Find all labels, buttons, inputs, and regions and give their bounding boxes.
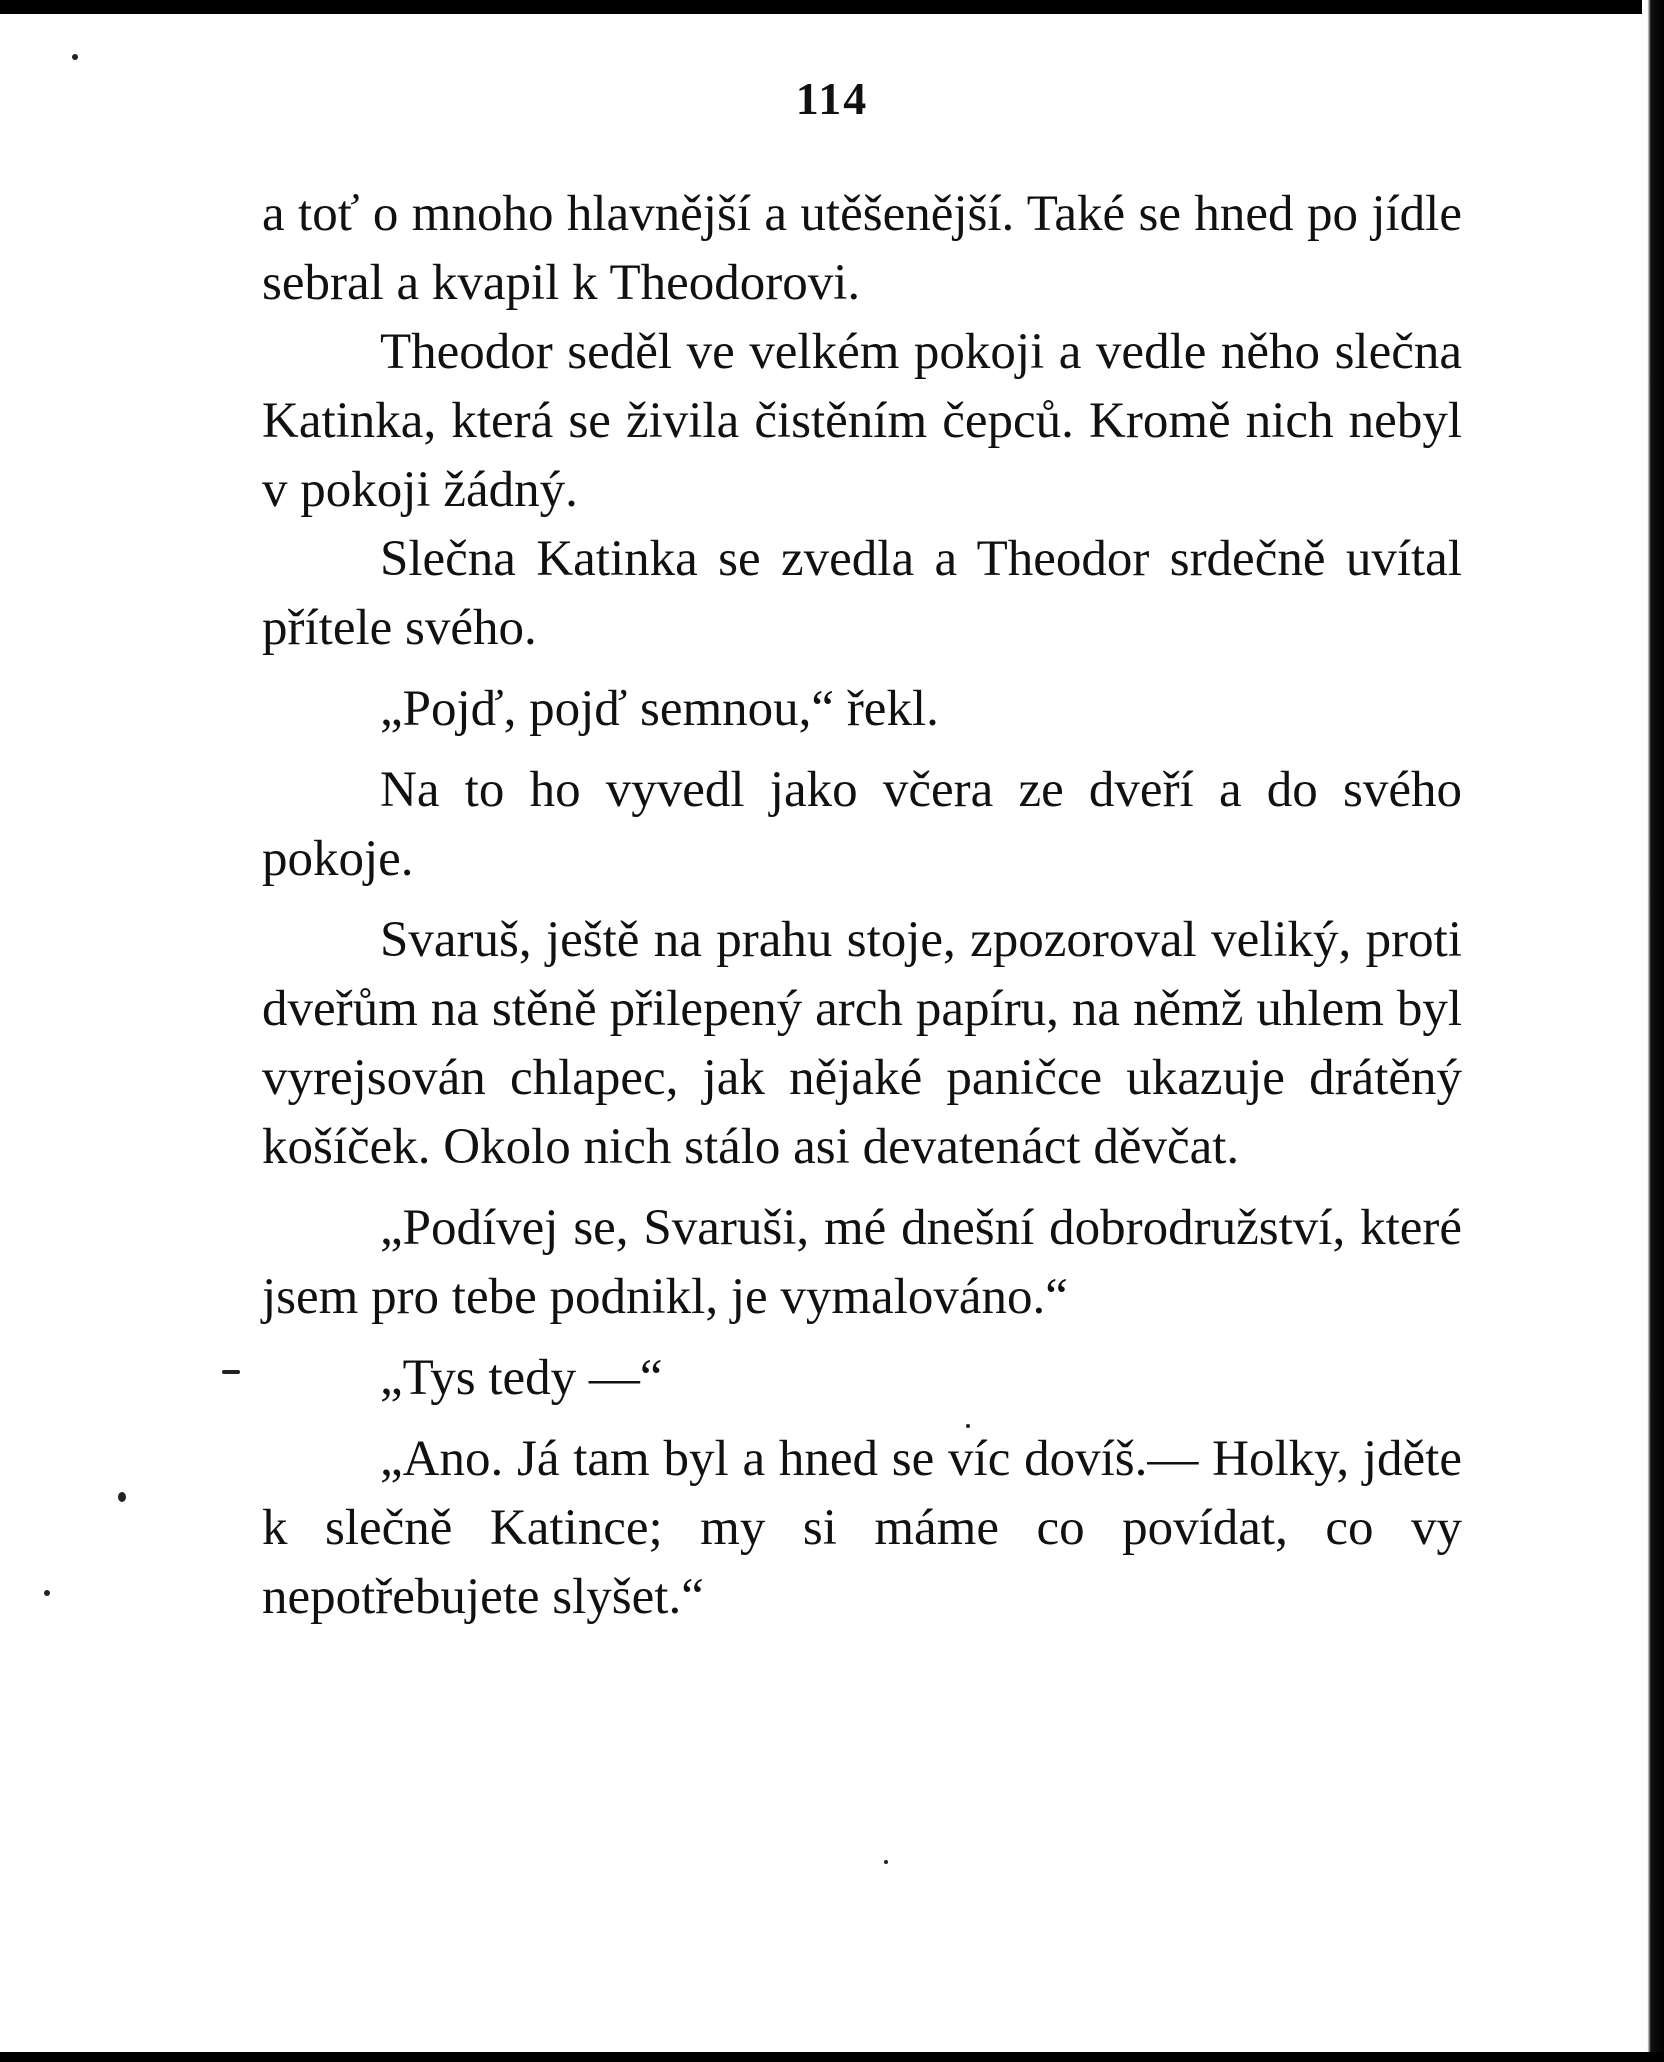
paragraph-8: „Tys tedy —“ (380, 1350, 663, 1406)
paragraph-6: Svaruš, ještě na prahu stoje, zpozoroval veliký, proti dveřům na stěně přilepený arch papíru, na němž uhlem byl vyrejsován chlapec, jak nějaké paničce ukazuje drátěný košíček. Okolo nich stálo asi devatenáct děvčat. (262, 912, 1462, 1175)
page-number: 114 (795, 73, 869, 124)
scan-bottom-border (0, 2052, 1664, 2062)
paragraph-7: „Podívej se, Svaruši, mé dnešní dobrodružství, které jsem pro tebe podnikl, je vymalováno.“ (262, 1200, 1462, 1325)
scan-right-border (1642, 0, 1664, 2062)
paragraph-5: Na to ho vyvedl jako včera ze dveří a do svého pokoje. (262, 762, 1462, 887)
scan-top-border (0, 0, 1664, 14)
scan-speck (966, 1424, 970, 1428)
paragraph-3: Slečna Katinka se zvedla a Theodor srdečně uvítal přítele svého. (262, 531, 1462, 656)
scan-speck (222, 1370, 240, 1374)
paragraph-9: „Ano. Já tam byl a hned se víc dovíš.— Holky, jděte k slečně Katince; my si máme co povídat, co vy nepotřebujete slyšet.“ (262, 1431, 1462, 1625)
scan-speck (44, 1590, 50, 1596)
body-text (262, 180, 1462, 1632)
paragraph-4: „Pojď, pojď semnou,“ řekl. (380, 681, 939, 737)
scan-speck (118, 1492, 126, 1502)
scan-speck (884, 1860, 888, 1864)
paragraph-2: Theodor seděl ve velkém pokoji a vedle něho slečna Katinka, která se živila čistěním čepců. Kromě nich nebyl v pokoji žádný. (262, 324, 1462, 518)
paragraph-1: a toť o mnoho hlavnější a utěšenější. Také se hned po jídle sebral a kvapil k Theodorovi. (262, 186, 1462, 311)
scan-speck (72, 54, 78, 60)
